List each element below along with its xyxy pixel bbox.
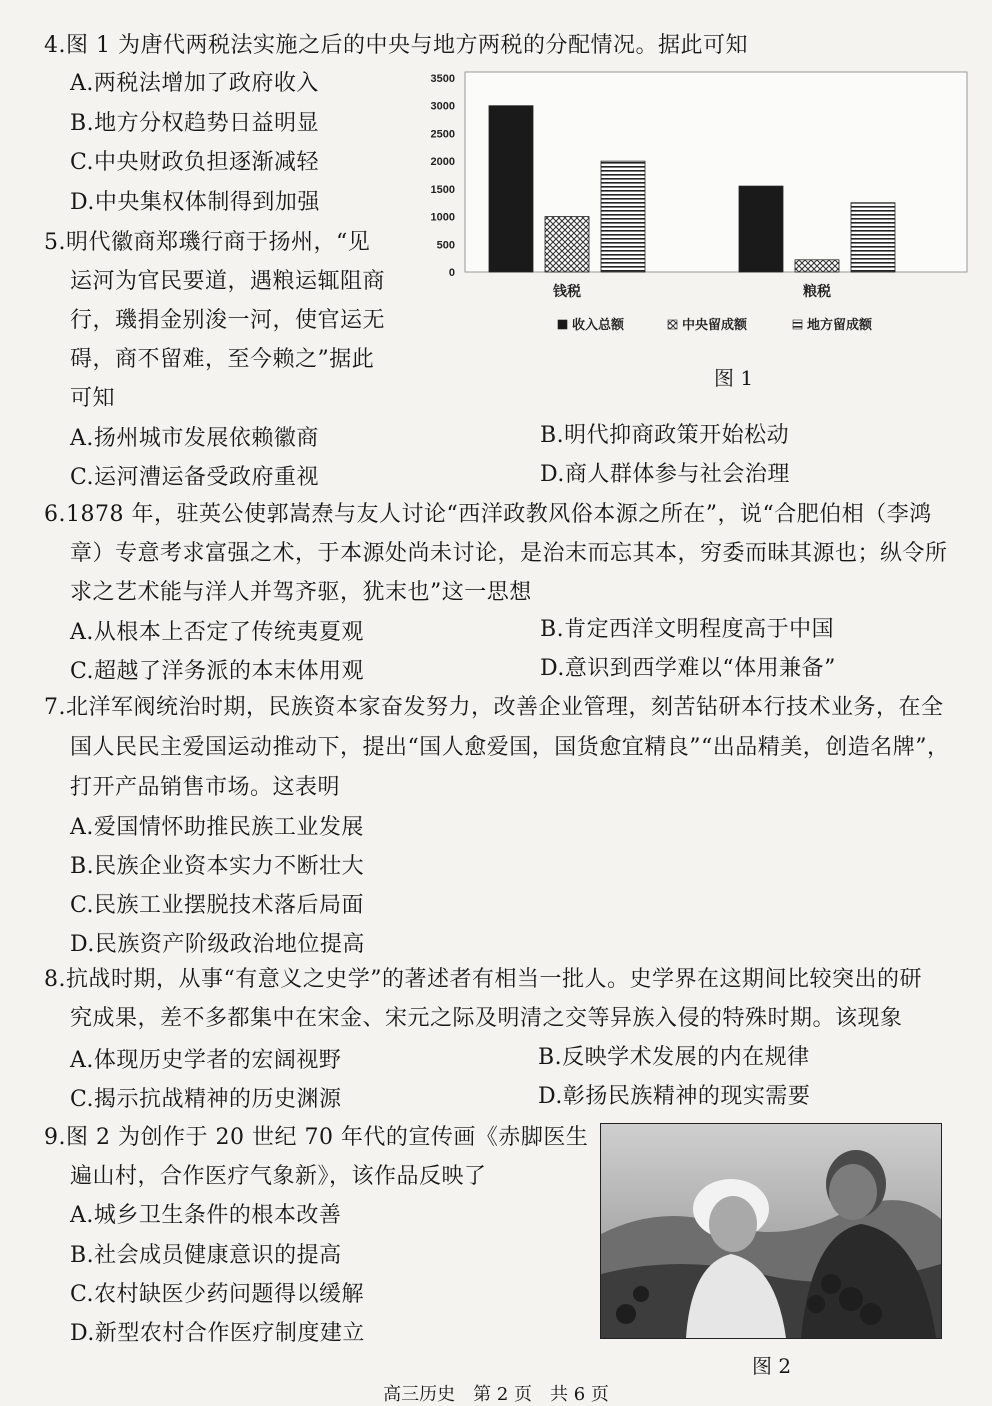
figure2-caption: 图 2 [752, 1354, 792, 1378]
q7-stem-line-1: 7.北洋军阀统治时期，民族资本家奋发努力，改善企业管理，刻苦钻研本行技术业务，在全 [44, 695, 944, 720]
legend-swatch [668, 320, 677, 329]
q8-option-c: C.揭示抗战精神的历史渊源 [70, 1087, 342, 1112]
q5-option-b: B.明代抑商政策开始松动 [540, 423, 790, 448]
y-tick-label: 500 [436, 239, 455, 252]
q7-option-a: A.爱国情怀助推民族工业发展 [70, 815, 364, 840]
q9-option-b: B.社会成员健康意识的提高 [70, 1243, 342, 1268]
bar-1-2 [851, 203, 895, 272]
legend-label: 地方留成额 [807, 318, 873, 333]
q4-stem: 4.图 1 为唐代两税法实施之后的中央与地方两税的分配情况。据此可知 [44, 33, 748, 58]
y-tick-label: 2000 [430, 156, 455, 169]
q9-option-a: A.城乡卫生条件的根本改善 [70, 1203, 342, 1228]
q5-stem-line-3: 行，璣捐金别浚一河，使官运无 [70, 308, 386, 333]
q8-option-b: B.反映学术发展的内在规律 [538, 1045, 810, 1070]
q5-stem-line-1: 5.明代徽商郑璣行商于扬州，“见 [44, 230, 371, 255]
legend-label: 收入总额 [572, 318, 625, 333]
q6-option-c: C.超越了洋务派的本末体用观 [70, 659, 365, 684]
legend-swatch [793, 320, 802, 329]
q5-stem-line-5: 可知 [70, 386, 116, 411]
bar-0-2 [601, 161, 645, 272]
q6-stem-line-1: 6.1878 年，驻英公使郭嵩焘与友人讨论“西洋政教风俗本源之所在”，说“合肥伯相（李鸿 [44, 502, 932, 527]
bar-1-1 [795, 260, 839, 272]
q9-stem-line-2: 遍山村，合作医疗气象新》，该作品反映了 [70, 1164, 487, 1189]
q5-option-a: A.扬州城市发展依赖徽商 [70, 426, 319, 451]
q6-option-a: A.从根本上否定了传统夷夏观 [70, 620, 364, 645]
y-tick-label: 1000 [430, 211, 455, 224]
q5-option-c: C.运河漕运备受政府重视 [70, 465, 320, 490]
q7-stem-line-3: 打开产品销售市场。这表明 [70, 775, 341, 800]
figure1-bar-chart [415, 62, 975, 362]
q4-option-d: D.中央集权体制得到加强 [70, 190, 320, 215]
legend-label: 中央留成额 [682, 318, 748, 333]
q7-option-c: C.民族工业摆脱技术落后局面 [70, 893, 365, 918]
q9-option-c: C.农村缺医少药问题得以缓解 [70, 1282, 365, 1307]
q5-stem-line-2: 运河为官民要道，遇粮运辄阻商 [70, 269, 386, 294]
q9-option-d: D.新型农村合作医疗制度建立 [70, 1321, 365, 1346]
q4-option-b: B.地方分权趋势日益明显 [70, 111, 320, 136]
y-tick-label: 3500 [430, 73, 455, 85]
q4-option-a: A.两税法增加了政府收入 [70, 71, 319, 96]
q8-stem-line-1: 8.抗战时期，从事“有意义之史学”的著述者有相当一批人。史学界在这期间比较突出的研 [44, 967, 922, 992]
y-tick-label: 0 [448, 267, 455, 279]
q8-option-d: D.彰扬民族精神的现实需要 [538, 1084, 811, 1109]
q9-stem-line-1: 9.图 2 为创作于 20 世纪 70 年代的宣传画《赤脚医生 [44, 1125, 589, 1150]
page-footer: 高三历史 第 2 页 共 6 页 [383, 1384, 609, 1405]
q7-option-d: D.民族资产阶级政治地位提高 [70, 932, 365, 957]
q8-option-a: A.体现历史学者的宏阔视野 [70, 1048, 342, 1073]
q6-stem-line-2: 章）专意考求富强之术，于本源处尚未讨论，是治末而忘其本，穷委而昧其源也；纵令所 [70, 541, 948, 566]
legend-swatch [558, 320, 567, 329]
q8-stem-line-2: 究成果，差不多都集中在宋金、宋元之际及明清之交等异族入侵的特殊时期。该现象 [70, 1006, 903, 1031]
x-category-label: 粮税 [803, 284, 831, 300]
q7-option-b: B.民族企业资本实力不断壮大 [70, 854, 365, 879]
bar-1-0 [739, 186, 783, 272]
x-category-label: 钱税 [553, 284, 581, 300]
bar-0-0 [489, 106, 533, 272]
y-tick-label: 3000 [430, 100, 455, 113]
q7-stem-line-2: 国人民民主爱国运动推动下，提出“国人愈爱国，国货愈宜精良”“出品精美，创造名牌”， [70, 735, 950, 760]
q6-option-b: B.肯定西洋文明程度高于中国 [540, 617, 835, 642]
figure1-caption: 图 1 [714, 366, 754, 390]
bar-0-1 [545, 217, 589, 272]
q6-option-d: D.意识到西学难以“体用兼备” [540, 656, 836, 681]
q6-stem-line-3: 求之艺术能与洋人并驾齐驱，犹末也”这一思想 [70, 580, 532, 605]
y-tick-label: 2500 [430, 128, 455, 141]
q4-option-c: C.中央财政负担逐渐减轻 [70, 150, 320, 175]
y-tick-label: 1500 [430, 183, 455, 196]
q5-stem-line-4: 碍，商不留难，至今赖之”据此 [70, 347, 375, 372]
figure2-propaganda-painting [600, 1123, 942, 1339]
q5-option-d: D.商人群体参与社会治理 [540, 462, 790, 487]
